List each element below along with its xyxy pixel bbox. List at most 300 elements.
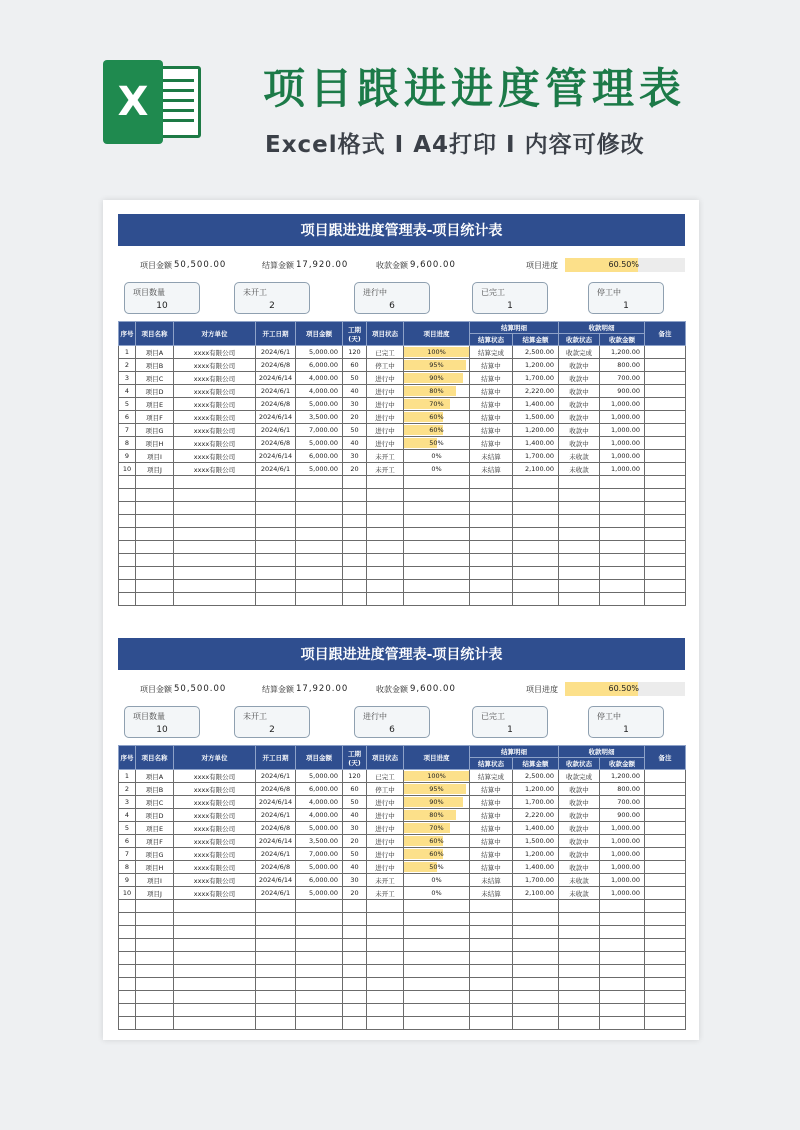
- empty-cell: [470, 939, 513, 952]
- cell-note: [645, 411, 686, 424]
- empty-cell: [296, 554, 343, 567]
- empty-cell: [559, 489, 600, 502]
- table-row: [119, 783, 686, 796]
- empty-cell: [600, 515, 645, 528]
- col-header-status: 项目状态: [367, 746, 404, 770]
- cell-rstatus: 收款中: [559, 359, 600, 372]
- cell-note: [645, 796, 686, 809]
- cell-start: 2024/6/14: [256, 450, 296, 463]
- empty-cell: [136, 939, 174, 952]
- cell-progress: [404, 874, 470, 887]
- table-row: [119, 450, 686, 463]
- cell-samount: 1,400.00: [513, 398, 559, 411]
- empty-row: [119, 567, 686, 580]
- empty-cell: [343, 541, 367, 554]
- empty-cell: [174, 1017, 256, 1030]
- empty-cell: [367, 926, 404, 939]
- col-header-progress: 项目进度: [404, 746, 470, 770]
- cell-amount: 5,000.00: [296, 822, 343, 835]
- empty-cell: [600, 978, 645, 991]
- empty-cell: [119, 554, 136, 567]
- empty-cell: [367, 567, 404, 580]
- cell-progress: [404, 796, 470, 809]
- empty-cell: [513, 528, 559, 541]
- empty-cell: [470, 554, 513, 567]
- empty-row: [119, 939, 686, 952]
- empty-cell: [404, 515, 470, 528]
- empty-cell: [256, 965, 296, 978]
- empty-cell: [343, 1004, 367, 1017]
- cell-sstatus: 结算中: [470, 783, 513, 796]
- empty-cell: [174, 913, 256, 926]
- cell-rstatus: 未收款: [559, 887, 600, 900]
- empty-cell: [256, 1017, 296, 1030]
- cell-start: 2024/6/1: [256, 424, 296, 437]
- empty-cell: [136, 900, 174, 913]
- page-title: 项目跟进进度管理表: [263, 64, 687, 113]
- empty-cell: [470, 952, 513, 965]
- empty-cell: [559, 965, 600, 978]
- empty-cell: [470, 1017, 513, 1030]
- card-suspended: [588, 706, 664, 738]
- empty-cell: [119, 900, 136, 913]
- empty-cell: [256, 580, 296, 593]
- cell-no: 7: [119, 424, 136, 437]
- empty-cell: [367, 502, 404, 515]
- empty-cell: [343, 952, 367, 965]
- empty-cell: [513, 965, 559, 978]
- empty-cell: [600, 567, 645, 580]
- table-row: [119, 385, 686, 398]
- cell-note: [645, 874, 686, 887]
- card-value: 6: [389, 301, 395, 311]
- cell-party: xxxx有限公司: [174, 372, 256, 385]
- cell-ramount: 1,000.00: [600, 887, 645, 900]
- empty-cell: [296, 939, 343, 952]
- cell-amount: 7,000.00: [296, 848, 343, 861]
- cell-status: 停工中: [367, 783, 404, 796]
- card-not-started: [234, 706, 310, 738]
- progress-text: 70%: [429, 400, 444, 408]
- cell-start: 2024/6/8: [256, 437, 296, 450]
- empty-cell: [559, 593, 600, 606]
- table-body: [119, 770, 686, 1030]
- cell-ramount: 700.00: [600, 372, 645, 385]
- empty-cell: [343, 554, 367, 567]
- empty-cell: [645, 593, 686, 606]
- cell-name: 项目B: [136, 783, 174, 796]
- empty-cell: [513, 502, 559, 515]
- cell-note: [645, 887, 686, 900]
- cell-start: 2024/6/1: [256, 385, 296, 398]
- empty-cell: [470, 580, 513, 593]
- col-header-name: 项目名称: [136, 746, 174, 770]
- empty-row: [119, 991, 686, 1004]
- empty-cell: [367, 978, 404, 991]
- empty-cell: [470, 489, 513, 502]
- cell-ramount: 1,000.00: [600, 450, 645, 463]
- empty-cell: [600, 1004, 645, 1017]
- empty-cell: [119, 476, 136, 489]
- cell-sstatus: 结算中: [470, 437, 513, 450]
- empty-row: [119, 978, 686, 991]
- empty-cell: [367, 952, 404, 965]
- empty-cell: [513, 900, 559, 913]
- cell-start: 2024/6/1: [256, 463, 296, 476]
- cell-samount: 1,200.00: [513, 424, 559, 437]
- cell-party: xxxx有限公司: [174, 861, 256, 874]
- progress-text: 0%: [431, 876, 442, 884]
- empty-cell: [645, 554, 686, 567]
- cell-sstatus: 结算完成: [470, 346, 513, 359]
- table-row: [119, 874, 686, 887]
- cell-rstatus: 收款中: [559, 809, 600, 822]
- empty-cell: [600, 939, 645, 952]
- empty-row: [119, 528, 686, 541]
- cell-samount: 1,400.00: [513, 861, 559, 874]
- empty-cell: [367, 580, 404, 593]
- empty-cell: [136, 593, 174, 606]
- table-row: [119, 411, 686, 424]
- cell-note: [645, 770, 686, 783]
- empty-cell: [645, 476, 686, 489]
- status-cards: [118, 282, 685, 318]
- project-table: [118, 745, 686, 1030]
- empty-cell: [343, 926, 367, 939]
- col-header-settle-status: 结算状态: [470, 758, 513, 770]
- cell-note: [645, 822, 686, 835]
- cell-days: 20: [343, 835, 367, 848]
- empty-cell: [470, 913, 513, 926]
- empty-cell: [119, 1017, 136, 1030]
- cell-samount: 1,500.00: [513, 411, 559, 424]
- empty-cell: [296, 593, 343, 606]
- cell-ramount: 700.00: [600, 796, 645, 809]
- cell-samount: 1,400.00: [513, 822, 559, 835]
- received-value: 9,600.00: [410, 684, 456, 694]
- status-cards: [118, 706, 685, 742]
- cell-sstatus: 结算中: [470, 796, 513, 809]
- cell-sstatus: 未结算: [470, 463, 513, 476]
- col-header-status: 项目状态: [367, 322, 404, 346]
- empty-cell: [645, 528, 686, 541]
- empty-cell: [256, 476, 296, 489]
- empty-cell: [256, 489, 296, 502]
- empty-cell: [119, 939, 136, 952]
- cell-sstatus: 结算中: [470, 372, 513, 385]
- cell-ramount: 1,000.00: [600, 398, 645, 411]
- card-label: 已完工: [481, 712, 505, 721]
- empty-cell: [343, 939, 367, 952]
- empty-cell: [343, 515, 367, 528]
- empty-cell: [513, 515, 559, 528]
- cell-name: 项目I: [136, 874, 174, 887]
- cell-rstatus: 收款中: [559, 783, 600, 796]
- cell-no: 1: [119, 770, 136, 783]
- cell-status: 进行中: [367, 796, 404, 809]
- empty-cell: [119, 991, 136, 1004]
- table-row: [119, 861, 686, 874]
- empty-cell: [645, 952, 686, 965]
- empty-cell: [119, 567, 136, 580]
- cell-start: 2024/6/14: [256, 411, 296, 424]
- empty-cell: [470, 900, 513, 913]
- empty-cell: [296, 476, 343, 489]
- progress-text: 0%: [431, 452, 442, 460]
- cell-samount: 1,200.00: [513, 783, 559, 796]
- empty-cell: [296, 502, 343, 515]
- empty-row: [119, 926, 686, 939]
- empty-cell: [404, 913, 470, 926]
- empty-cell: [174, 991, 256, 1004]
- cell-days: 120: [343, 346, 367, 359]
- cell-name: 项目E: [136, 398, 174, 411]
- cell-samount: 1,500.00: [513, 835, 559, 848]
- cell-ramount: 800.00: [600, 359, 645, 372]
- card-in-progress: [354, 706, 430, 738]
- cell-name: 项目H: [136, 861, 174, 874]
- cell-party: xxxx有限公司: [174, 770, 256, 783]
- empty-cell: [119, 502, 136, 515]
- table-row: [119, 359, 686, 372]
- cell-no: 8: [119, 437, 136, 450]
- cell-note: [645, 861, 686, 874]
- cell-note: [645, 437, 686, 450]
- empty-cell: [136, 502, 174, 515]
- cell-start: 2024/6/8: [256, 822, 296, 835]
- empty-cell: [470, 541, 513, 554]
- cell-rstatus: 收款中: [559, 822, 600, 835]
- empty-cell: [256, 502, 296, 515]
- empty-cell: [513, 580, 559, 593]
- empty-cell: [343, 913, 367, 926]
- cell-party: xxxx有限公司: [174, 437, 256, 450]
- project-table: [118, 321, 686, 606]
- cell-status: 进行中: [367, 861, 404, 874]
- cell-name: 项目I: [136, 450, 174, 463]
- col-header-settle-amount: 结算金额: [513, 334, 559, 346]
- empty-cell: [256, 515, 296, 528]
- cell-sstatus: 未结算: [470, 450, 513, 463]
- empty-cell: [600, 580, 645, 593]
- empty-cell: [600, 502, 645, 515]
- empty-cell: [645, 489, 686, 502]
- empty-row: [119, 952, 686, 965]
- empty-cell: [513, 926, 559, 939]
- cell-amount: 4,000.00: [296, 372, 343, 385]
- cell-progress: [404, 398, 470, 411]
- empty-cell: [645, 1004, 686, 1017]
- cell-samount: 2,100.00: [513, 463, 559, 476]
- empty-cell: [174, 593, 256, 606]
- empty-cell: [600, 593, 645, 606]
- progress-text: 95%: [429, 785, 444, 793]
- cell-sstatus: 结算中: [470, 359, 513, 372]
- cell-progress: [404, 411, 470, 424]
- empty-cell: [404, 939, 470, 952]
- cell-rstatus: 收款完成: [559, 770, 600, 783]
- empty-cell: [136, 952, 174, 965]
- empty-cell: [645, 939, 686, 952]
- empty-cell: [296, 978, 343, 991]
- cell-sstatus: 结算中: [470, 848, 513, 861]
- empty-row: [119, 476, 686, 489]
- cell-start: 2024/6/14: [256, 874, 296, 887]
- empty-cell: [343, 489, 367, 502]
- cell-name: 项目A: [136, 346, 174, 359]
- cell-samount: 1,700.00: [513, 450, 559, 463]
- cell-start: 2024/6/8: [256, 783, 296, 796]
- empty-cell: [119, 593, 136, 606]
- empty-cell: [559, 502, 600, 515]
- cell-ramount: 1,000.00: [600, 835, 645, 848]
- cell-party: xxxx有限公司: [174, 822, 256, 835]
- empty-cell: [256, 952, 296, 965]
- empty-cell: [256, 528, 296, 541]
- empty-cell: [470, 567, 513, 580]
- cell-status: 进行中: [367, 385, 404, 398]
- card-label: 项目数量: [133, 712, 165, 721]
- cell-party: xxxx有限公司: [174, 809, 256, 822]
- card-value: 6: [389, 725, 395, 735]
- col-group-receive: 收款明细: [559, 322, 645, 334]
- cell-ramount: 1,000.00: [600, 822, 645, 835]
- empty-cell: [136, 528, 174, 541]
- cell-start: 2024/6/1: [256, 848, 296, 861]
- cell-party: xxxx有限公司: [174, 848, 256, 861]
- cell-no: 4: [119, 809, 136, 822]
- col-group-settle: 结算明细: [470, 746, 559, 758]
- empty-cell: [513, 991, 559, 1004]
- col-header-settle-status: 结算状态: [470, 334, 513, 346]
- col-header-party: 对方单位: [174, 746, 256, 770]
- empty-cell: [600, 900, 645, 913]
- cell-status: 未开工: [367, 874, 404, 887]
- card-value: 1: [507, 301, 513, 311]
- col-header-settle-amount: 结算金额: [513, 758, 559, 770]
- progress-text: 80%: [429, 387, 444, 395]
- card-label: 停工中: [597, 712, 621, 721]
- empty-cell: [367, 528, 404, 541]
- cell-progress: [404, 783, 470, 796]
- empty-cell: [119, 580, 136, 593]
- cell-no: 6: [119, 411, 136, 424]
- empty-row: [119, 489, 686, 502]
- empty-cell: [600, 952, 645, 965]
- cell-party: xxxx有限公司: [174, 411, 256, 424]
- empty-cell: [367, 1017, 404, 1030]
- cell-amount: 5,000.00: [296, 346, 343, 359]
- cell-days: 30: [343, 450, 367, 463]
- empty-cell: [174, 502, 256, 515]
- empty-row: [119, 965, 686, 978]
- cell-start: 2024/6/14: [256, 835, 296, 848]
- empty-cell: [645, 965, 686, 978]
- empty-cell: [119, 913, 136, 926]
- empty-cell: [645, 541, 686, 554]
- empty-cell: [559, 528, 600, 541]
- empty-cell: [367, 1004, 404, 1017]
- progress-text: 50%: [429, 439, 444, 447]
- cell-note: [645, 835, 686, 848]
- cell-note: [645, 848, 686, 861]
- cell-ramount: 900.00: [600, 385, 645, 398]
- cell-no: 5: [119, 398, 136, 411]
- table-row: [119, 372, 686, 385]
- empty-cell: [600, 476, 645, 489]
- cell-status: 进行中: [367, 372, 404, 385]
- cell-amount: 6,000.00: [296, 359, 343, 372]
- cell-progress: [404, 822, 470, 835]
- col-header-days: 工期(天): [343, 746, 367, 770]
- cell-start: 2024/6/8: [256, 398, 296, 411]
- empty-cell: [404, 554, 470, 567]
- cell-days: 120: [343, 770, 367, 783]
- cell-rstatus: 收款中: [559, 796, 600, 809]
- cell-ramount: 1,200.00: [600, 346, 645, 359]
- cell-no: 10: [119, 463, 136, 476]
- card-value: 10: [156, 301, 168, 311]
- cell-start: 2024/6/1: [256, 809, 296, 822]
- progress-text: 60%: [429, 426, 444, 434]
- card-label: 未开工: [243, 712, 267, 721]
- cell-rstatus: 收款中: [559, 424, 600, 437]
- cell-progress: [404, 861, 470, 874]
- cell-status: 已完工: [367, 346, 404, 359]
- progress-text: 100%: [427, 772, 446, 780]
- cell-rstatus: 收款中: [559, 411, 600, 424]
- empty-cell: [645, 913, 686, 926]
- empty-cell: [600, 541, 645, 554]
- cell-status: 已完工: [367, 770, 404, 783]
- cell-start: 2024/6/1: [256, 887, 296, 900]
- cell-progress: [404, 809, 470, 822]
- cell-no: 9: [119, 874, 136, 887]
- empty-cell: [404, 528, 470, 541]
- cell-note: [645, 783, 686, 796]
- cell-samount: 2,220.00: [513, 385, 559, 398]
- cell-party: xxxx有限公司: [174, 783, 256, 796]
- amount-value: 50,500.00: [174, 260, 227, 270]
- cell-no: 2: [119, 783, 136, 796]
- empty-cell: [174, 1004, 256, 1017]
- col-header-note: 备注: [645, 322, 686, 346]
- empty-cell: [600, 554, 645, 567]
- card-suspended: [588, 282, 664, 314]
- empty-cell: [119, 926, 136, 939]
- cell-party: xxxx有限公司: [174, 835, 256, 848]
- empty-cell: [513, 567, 559, 580]
- empty-cell: [343, 593, 367, 606]
- empty-cell: [600, 991, 645, 1004]
- empty-cell: [470, 926, 513, 939]
- summary-stats: [118, 678, 685, 702]
- empty-cell: [256, 541, 296, 554]
- cell-name: 项目J: [136, 887, 174, 900]
- empty-cell: [296, 965, 343, 978]
- empty-row: [119, 1004, 686, 1017]
- empty-cell: [256, 567, 296, 580]
- table-row: [119, 796, 686, 809]
- empty-cell: [174, 978, 256, 991]
- empty-cell: [470, 991, 513, 1004]
- cell-note: [645, 450, 686, 463]
- cell-progress: [404, 887, 470, 900]
- progress-label: 项目进度: [526, 685, 558, 694]
- cell-status: 未开工: [367, 887, 404, 900]
- empty-cell: [174, 926, 256, 939]
- cell-start: 2024/6/14: [256, 372, 296, 385]
